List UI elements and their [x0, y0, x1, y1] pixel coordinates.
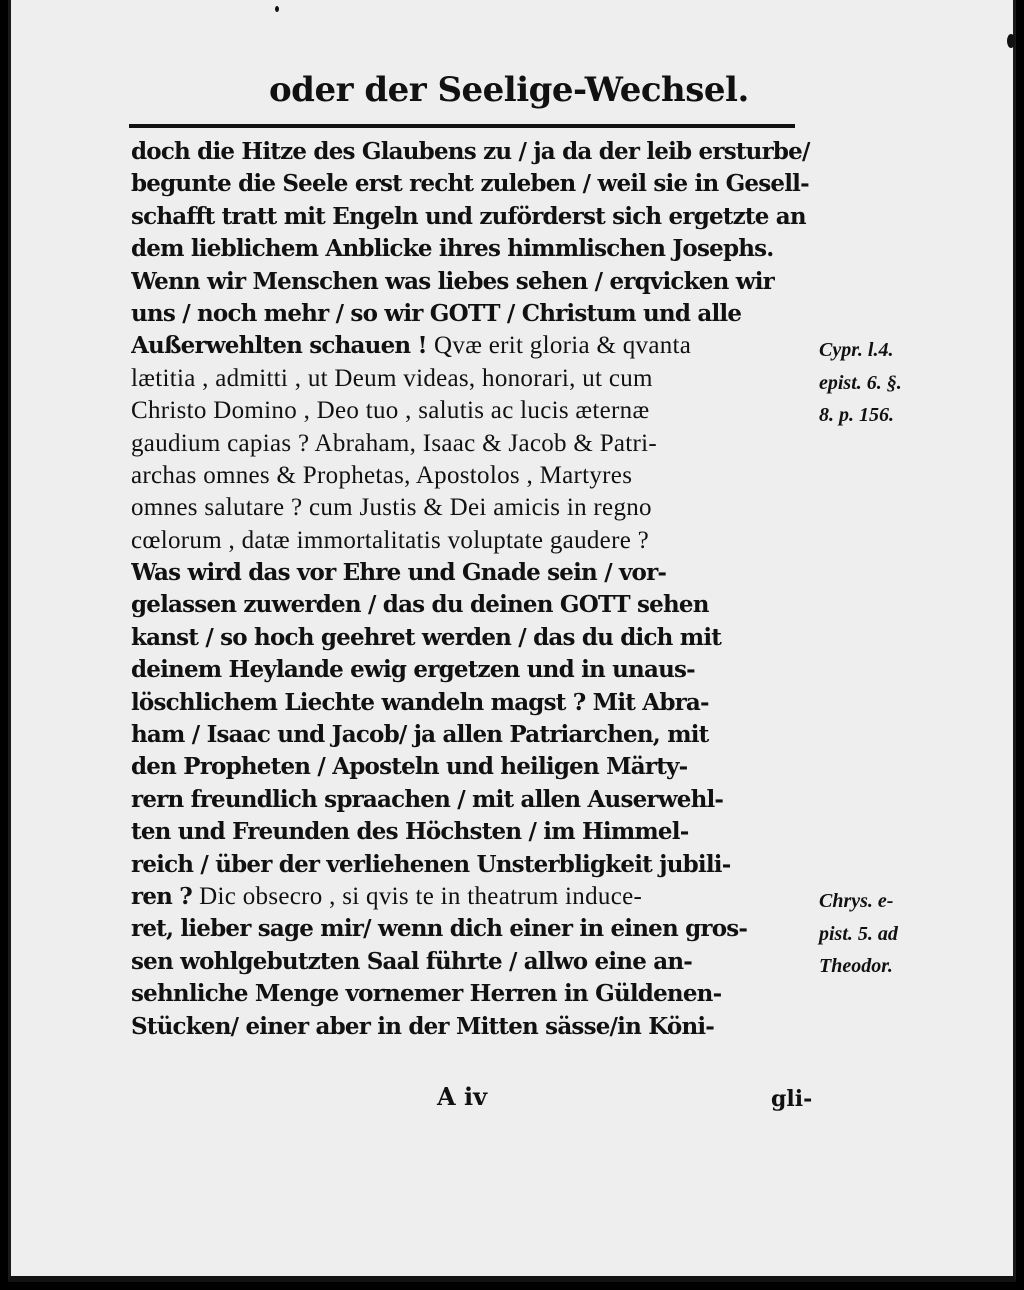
- margin-note-line: Theodor.: [819, 955, 893, 977]
- text-line: dem lieblichem Anblicke ihres himmlischen Josephs.: [131, 235, 774, 263]
- text-line: ten und Freunden des Höchsten / im Himmel-: [131, 818, 689, 846]
- text-line: ham / Isaac und Jacob/ ja allen Patriarchen, mit: [131, 721, 709, 749]
- text-line: gaudium capias ? Abraham, Isaac & Jacob & Patri-: [131, 429, 658, 457]
- margin-note-line: Cypr. l.4.: [819, 339, 894, 362]
- margin-note-line: epist. 6. §.: [819, 371, 902, 394]
- text-line: lætitia , admitti , ut Deum videas, honorari, ut cum: [131, 364, 653, 392]
- body-text: [131, 136, 811, 1043]
- text-line-latin: Qvæ erit gloria & qvanta: [434, 332, 692, 360]
- text-line: omnes salutare ? cum Justis & Dei amicis in regno: [131, 494, 652, 522]
- margin-note-line: pist. 5. ad: [819, 922, 898, 945]
- text-line: cœlorum , datæ immortalitatis voluptate gaudere ?: [131, 526, 650, 554]
- book-page: [8, 0, 1016, 1282]
- text-line: reich / über der verliehenen Unsterbligkeit jubili-: [131, 850, 731, 878]
- ink-speck: [1007, 34, 1015, 48]
- text-line: begunte die Seele erst recht zuleben / weil sie in Gesell-: [131, 170, 809, 198]
- text-line: sen wohlgebutzten Saal führte / allwo eine an-: [131, 947, 693, 975]
- running-title: oder der Seelige-Wechsel.: [269, 70, 749, 110]
- text-line: kanst / so hoch geehret werden / das du dich mit: [131, 623, 722, 651]
- text-line: deinem Heylande ewig ergetzen und in unaus-: [131, 656, 695, 684]
- text-line: Stücken/ einer aber in der Mitten sässe/in Köni-: [131, 1012, 715, 1040]
- text-line: den Propheten / Aposteln und heiligen Märty-: [131, 753, 688, 781]
- text-line: schafft tratt mit Engeln und zuförderst sich ergetzte an: [131, 202, 806, 230]
- text-line: rern freundlich spraachen / mit allen Auserwehl-: [131, 785, 724, 813]
- text-line: [131, 330, 811, 362]
- text-line: Christo Domino , Deo tuo , salutis ac lucis æternæ: [131, 397, 650, 425]
- text-line: Wenn wir Menschen was liebes sehen / erqvicken wir: [131, 267, 774, 295]
- text-line-german: Außerwehlten schauen !: [131, 332, 435, 360]
- text-line: [131, 881, 811, 913]
- ink-speck: [275, 6, 279, 12]
- text-line: archas omnes & Prophetas, Apostolos , Martyres: [131, 461, 633, 489]
- text-line-german: ren ?: [131, 882, 200, 910]
- text-line: doch die Hitze des Glaubens zu / ja da der leib ersturbe/: [131, 138, 810, 165]
- catchword: gli-: [771, 1086, 813, 1112]
- text-line: Was wird das vor Ehre und Gnade sein / vor-: [131, 559, 667, 587]
- signature-mark: A iv: [437, 1082, 488, 1111]
- text-line: gelassen zuwerden / das du deinen GOTT sehen: [131, 591, 709, 619]
- text-line: sehnliche Menge vornemer Herren in Güldenen-: [131, 980, 722, 1008]
- margin-note-line: Chrys. e-: [819, 890, 894, 913]
- text-line: uns / noch mehr / so wir GOTT / Christum und alle: [131, 299, 742, 327]
- text-line: ret, lieber sage mir/ wenn dich einer in einen gros-: [131, 915, 748, 943]
- header-rule: [129, 124, 795, 128]
- text-line: löschlichem Liechte wandeln magst ? Mit Abra-: [131, 688, 709, 716]
- margin-note-line: 8. p. 156.: [819, 404, 894, 427]
- text-line-latin: Dic obsecro , si qvis te in theatrum induce-: [199, 882, 643, 910]
